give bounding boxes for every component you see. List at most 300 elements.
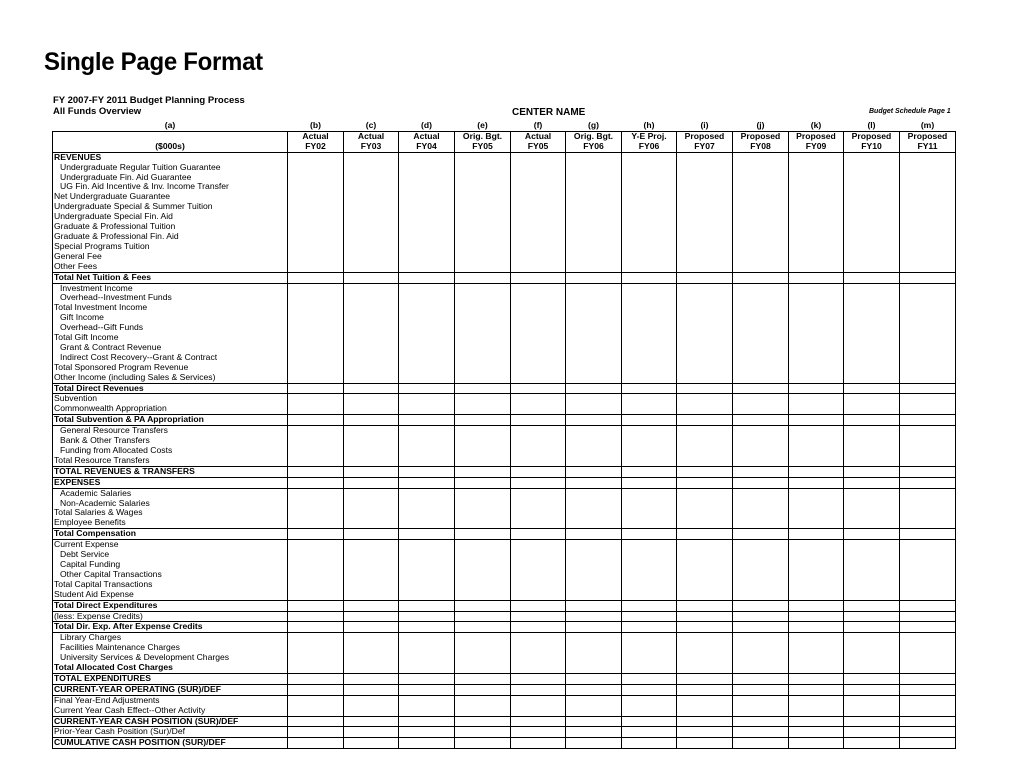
value-cell[interactable] xyxy=(733,152,789,162)
value-cell[interactable] xyxy=(455,695,511,705)
value-cell[interactable] xyxy=(733,293,789,303)
value-cell[interactable] xyxy=(677,673,733,684)
value-cell[interactable] xyxy=(789,622,844,633)
value-cell[interactable] xyxy=(677,192,733,202)
value-cell[interactable] xyxy=(455,653,511,663)
value-cell[interactable] xyxy=(399,695,455,705)
value-cell[interactable] xyxy=(566,404,622,414)
value-cell[interactable] xyxy=(733,499,789,509)
value-cell[interactable] xyxy=(622,353,677,363)
value-cell[interactable] xyxy=(622,272,677,283)
value-cell[interactable] xyxy=(844,242,900,252)
value-cell[interactable] xyxy=(455,353,511,363)
value-cell[interactable] xyxy=(399,173,455,183)
value-cell[interactable] xyxy=(789,466,844,477)
value-cell[interactable] xyxy=(399,313,455,323)
value-cell[interactable] xyxy=(511,727,566,738)
value-cell[interactable] xyxy=(344,293,399,303)
value-cell[interactable] xyxy=(677,404,733,414)
value-cell[interactable] xyxy=(844,313,900,323)
value-cell[interactable] xyxy=(677,232,733,242)
value-cell[interactable] xyxy=(677,163,733,173)
value-cell[interactable] xyxy=(622,456,677,466)
value-cell[interactable] xyxy=(900,242,956,252)
value-cell[interactable] xyxy=(566,323,622,333)
value-cell[interactable] xyxy=(566,446,622,456)
value-cell[interactable] xyxy=(344,333,399,343)
value-cell[interactable] xyxy=(677,173,733,183)
value-cell[interactable] xyxy=(677,353,733,363)
value-cell[interactable] xyxy=(844,550,900,560)
value-cell[interactable] xyxy=(344,303,399,313)
value-cell[interactable] xyxy=(344,242,399,252)
value-cell[interactable] xyxy=(399,477,455,488)
value-cell[interactable] xyxy=(566,343,622,353)
value-cell[interactable] xyxy=(844,262,900,272)
value-cell[interactable] xyxy=(622,540,677,550)
value-cell[interactable] xyxy=(399,323,455,333)
value-cell[interactable] xyxy=(455,293,511,303)
value-cell[interactable] xyxy=(789,212,844,222)
value-cell[interactable] xyxy=(844,622,900,633)
value-cell[interactable] xyxy=(733,192,789,202)
value-cell[interactable] xyxy=(677,373,733,383)
value-cell[interactable] xyxy=(622,673,677,684)
value-cell[interactable] xyxy=(733,182,789,192)
value-cell[interactable] xyxy=(844,323,900,333)
value-cell[interactable] xyxy=(622,633,677,643)
value-cell[interactable] xyxy=(789,272,844,283)
value-cell[interactable] xyxy=(566,477,622,488)
value-cell[interactable] xyxy=(677,560,733,570)
value-cell[interactable] xyxy=(900,173,956,183)
value-cell[interactable] xyxy=(789,684,844,695)
value-cell[interactable] xyxy=(399,738,455,749)
value-cell[interactable] xyxy=(455,560,511,570)
value-cell[interactable] xyxy=(844,363,900,373)
value-cell[interactable] xyxy=(399,272,455,283)
value-cell[interactable] xyxy=(677,488,733,498)
value-cell[interactable] xyxy=(511,488,566,498)
value-cell[interactable] xyxy=(900,212,956,222)
value-cell[interactable] xyxy=(677,456,733,466)
value-cell[interactable] xyxy=(511,477,566,488)
value-cell[interactable] xyxy=(399,600,455,611)
value-cell[interactable] xyxy=(344,173,399,183)
value-cell[interactable] xyxy=(455,394,511,404)
value-cell[interactable] xyxy=(566,303,622,313)
value-cell[interactable] xyxy=(900,283,956,293)
value-cell[interactable] xyxy=(288,684,344,695)
value-cell[interactable] xyxy=(844,192,900,202)
value-cell[interactable] xyxy=(622,466,677,477)
value-cell[interactable] xyxy=(622,529,677,540)
value-cell[interactable] xyxy=(344,550,399,560)
value-cell[interactable] xyxy=(677,293,733,303)
value-cell[interactable] xyxy=(511,622,566,633)
value-cell[interactable] xyxy=(511,446,566,456)
value-cell[interactable] xyxy=(511,313,566,323)
value-cell[interactable] xyxy=(844,653,900,663)
value-cell[interactable] xyxy=(677,152,733,162)
value-cell[interactable] xyxy=(900,363,956,373)
value-cell[interactable] xyxy=(733,540,789,550)
value-cell[interactable] xyxy=(511,323,566,333)
value-cell[interactable] xyxy=(566,611,622,622)
value-cell[interactable] xyxy=(733,383,789,394)
value-cell[interactable] xyxy=(622,716,677,727)
value-cell[interactable] xyxy=(455,540,511,550)
value-cell[interactable] xyxy=(844,343,900,353)
value-cell[interactable] xyxy=(399,394,455,404)
value-cell[interactable] xyxy=(511,415,566,426)
value-cell[interactable] xyxy=(900,272,956,283)
value-cell[interactable] xyxy=(622,303,677,313)
value-cell[interactable] xyxy=(566,353,622,363)
value-cell[interactable] xyxy=(288,262,344,272)
value-cell[interactable] xyxy=(455,182,511,192)
value-cell[interactable] xyxy=(455,202,511,212)
value-cell[interactable] xyxy=(455,373,511,383)
value-cell[interactable] xyxy=(511,182,566,192)
value-cell[interactable] xyxy=(844,272,900,283)
value-cell[interactable] xyxy=(622,446,677,456)
value-cell[interactable] xyxy=(455,570,511,580)
value-cell[interactable] xyxy=(789,394,844,404)
value-cell[interactable] xyxy=(789,570,844,580)
value-cell[interactable] xyxy=(622,727,677,738)
value-cell[interactable] xyxy=(566,242,622,252)
value-cell[interactable] xyxy=(566,540,622,550)
value-cell[interactable] xyxy=(733,529,789,540)
value-cell[interactable] xyxy=(344,262,399,272)
value-cell[interactable] xyxy=(677,283,733,293)
value-cell[interactable] xyxy=(789,173,844,183)
value-cell[interactable] xyxy=(900,293,956,303)
value-cell[interactable] xyxy=(900,394,956,404)
value-cell[interactable] xyxy=(622,333,677,343)
value-cell[interactable] xyxy=(344,488,399,498)
value-cell[interactable] xyxy=(399,684,455,695)
value-cell[interactable] xyxy=(399,633,455,643)
value-cell[interactable] xyxy=(399,163,455,173)
value-cell[interactable] xyxy=(622,323,677,333)
value-cell[interactable] xyxy=(511,643,566,653)
value-cell[interactable] xyxy=(622,706,677,716)
value-cell[interactable] xyxy=(733,446,789,456)
value-cell[interactable] xyxy=(344,363,399,373)
value-cell[interactable] xyxy=(733,313,789,323)
value-cell[interactable] xyxy=(733,163,789,173)
value-cell[interactable] xyxy=(566,383,622,394)
value-cell[interactable] xyxy=(455,611,511,622)
value-cell[interactable] xyxy=(344,684,399,695)
value-cell[interactable] xyxy=(288,323,344,333)
value-cell[interactable] xyxy=(733,716,789,727)
value-cell[interactable] xyxy=(789,404,844,414)
value-cell[interactable] xyxy=(677,540,733,550)
value-cell[interactable] xyxy=(344,404,399,414)
value-cell[interactable] xyxy=(844,373,900,383)
value-cell[interactable] xyxy=(622,508,677,518)
value-cell[interactable] xyxy=(511,466,566,477)
value-cell[interactable] xyxy=(677,383,733,394)
value-cell[interactable] xyxy=(789,202,844,212)
value-cell[interactable] xyxy=(566,415,622,426)
value-cell[interactable] xyxy=(789,590,844,600)
value-cell[interactable] xyxy=(677,570,733,580)
value-cell[interactable] xyxy=(677,363,733,373)
value-cell[interactable] xyxy=(455,426,511,436)
value-cell[interactable] xyxy=(789,436,844,446)
value-cell[interactable] xyxy=(344,152,399,162)
value-cell[interactable] xyxy=(344,580,399,590)
value-cell[interactable] xyxy=(399,518,455,528)
value-cell[interactable] xyxy=(622,600,677,611)
value-cell[interactable] xyxy=(789,323,844,333)
value-cell[interactable] xyxy=(844,580,900,590)
value-cell[interactable] xyxy=(455,456,511,466)
value-cell[interactable] xyxy=(511,436,566,446)
value-cell[interactable] xyxy=(399,303,455,313)
value-cell[interactable] xyxy=(399,283,455,293)
value-cell[interactable] xyxy=(344,518,399,528)
value-cell[interactable] xyxy=(844,477,900,488)
value-cell[interactable] xyxy=(789,716,844,727)
value-cell[interactable] xyxy=(844,404,900,414)
value-cell[interactable] xyxy=(511,570,566,580)
value-cell[interactable] xyxy=(900,570,956,580)
value-cell[interactable] xyxy=(844,426,900,436)
value-cell[interactable] xyxy=(789,426,844,436)
value-cell[interactable] xyxy=(511,580,566,590)
value-cell[interactable] xyxy=(566,456,622,466)
value-cell[interactable] xyxy=(344,590,399,600)
value-cell[interactable] xyxy=(733,488,789,498)
value-cell[interactable] xyxy=(399,152,455,162)
value-cell[interactable] xyxy=(622,383,677,394)
value-cell[interactable] xyxy=(566,600,622,611)
value-cell[interactable] xyxy=(900,622,956,633)
value-cell[interactable] xyxy=(844,663,900,673)
value-cell[interactable] xyxy=(399,560,455,570)
value-cell[interactable] xyxy=(288,303,344,313)
value-cell[interactable] xyxy=(844,540,900,550)
value-cell[interactable] xyxy=(733,404,789,414)
value-cell[interactable] xyxy=(733,242,789,252)
value-cell[interactable] xyxy=(900,353,956,363)
value-cell[interactable] xyxy=(344,508,399,518)
value-cell[interactable] xyxy=(900,152,956,162)
value-cell[interactable] xyxy=(733,173,789,183)
value-cell[interactable] xyxy=(288,436,344,446)
value-cell[interactable] xyxy=(622,738,677,749)
value-cell[interactable] xyxy=(288,333,344,343)
value-cell[interactable] xyxy=(677,415,733,426)
value-cell[interactable] xyxy=(399,590,455,600)
value-cell[interactable] xyxy=(622,653,677,663)
value-cell[interactable] xyxy=(789,633,844,643)
value-cell[interactable] xyxy=(288,622,344,633)
value-cell[interactable] xyxy=(844,529,900,540)
value-cell[interactable] xyxy=(566,550,622,560)
value-cell[interactable] xyxy=(566,333,622,343)
value-cell[interactable] xyxy=(733,363,789,373)
value-cell[interactable] xyxy=(622,477,677,488)
value-cell[interactable] xyxy=(399,529,455,540)
value-cell[interactable] xyxy=(344,716,399,727)
value-cell[interactable] xyxy=(344,738,399,749)
value-cell[interactable] xyxy=(566,580,622,590)
value-cell[interactable] xyxy=(566,529,622,540)
value-cell[interactable] xyxy=(733,283,789,293)
value-cell[interactable] xyxy=(844,232,900,242)
value-cell[interactable] xyxy=(455,643,511,653)
value-cell[interactable] xyxy=(344,611,399,622)
value-cell[interactable] xyxy=(900,333,956,343)
value-cell[interactable] xyxy=(511,394,566,404)
value-cell[interactable] xyxy=(789,152,844,162)
value-cell[interactable] xyxy=(900,643,956,653)
value-cell[interactable] xyxy=(399,262,455,272)
value-cell[interactable] xyxy=(566,313,622,323)
value-cell[interactable] xyxy=(288,202,344,212)
value-cell[interactable] xyxy=(733,477,789,488)
value-cell[interactable] xyxy=(844,508,900,518)
value-cell[interactable] xyxy=(789,283,844,293)
value-cell[interactable] xyxy=(344,163,399,173)
value-cell[interactable] xyxy=(789,293,844,303)
value-cell[interactable] xyxy=(789,262,844,272)
value-cell[interactable] xyxy=(399,232,455,242)
value-cell[interactable] xyxy=(566,363,622,373)
value-cell[interactable] xyxy=(622,499,677,509)
value-cell[interactable] xyxy=(455,313,511,323)
value-cell[interactable] xyxy=(733,706,789,716)
value-cell[interactable] xyxy=(399,222,455,232)
value-cell[interactable] xyxy=(288,353,344,363)
value-cell[interactable] xyxy=(677,580,733,590)
value-cell[interactable] xyxy=(344,252,399,262)
value-cell[interactable] xyxy=(344,560,399,570)
value-cell[interactable] xyxy=(288,363,344,373)
value-cell[interactable] xyxy=(288,383,344,394)
value-cell[interactable] xyxy=(844,643,900,653)
value-cell[interactable] xyxy=(900,426,956,436)
value-cell[interactable] xyxy=(566,706,622,716)
value-cell[interactable] xyxy=(900,383,956,394)
value-cell[interactable] xyxy=(455,252,511,262)
value-cell[interactable] xyxy=(566,192,622,202)
value-cell[interactable] xyxy=(566,426,622,436)
value-cell[interactable] xyxy=(288,570,344,580)
value-cell[interactable] xyxy=(844,293,900,303)
value-cell[interactable] xyxy=(566,163,622,173)
value-cell[interactable] xyxy=(844,518,900,528)
value-cell[interactable] xyxy=(733,343,789,353)
value-cell[interactable] xyxy=(455,488,511,498)
value-cell[interactable] xyxy=(622,550,677,560)
value-cell[interactable] xyxy=(733,262,789,272)
value-cell[interactable] xyxy=(789,540,844,550)
value-cell[interactable] xyxy=(900,313,956,323)
value-cell[interactable] xyxy=(844,415,900,426)
value-cell[interactable] xyxy=(455,633,511,643)
value-cell[interactable] xyxy=(344,570,399,580)
value-cell[interactable] xyxy=(566,272,622,283)
value-cell[interactable] xyxy=(344,600,399,611)
value-cell[interactable] xyxy=(566,653,622,663)
value-cell[interactable] xyxy=(677,333,733,343)
value-cell[interactable] xyxy=(511,353,566,363)
value-cell[interactable] xyxy=(566,673,622,684)
value-cell[interactable] xyxy=(288,242,344,252)
value-cell[interactable] xyxy=(511,192,566,202)
value-cell[interactable] xyxy=(677,436,733,446)
value-cell[interactable] xyxy=(455,323,511,333)
value-cell[interactable] xyxy=(511,456,566,466)
value-cell[interactable] xyxy=(677,426,733,436)
value-cell[interactable] xyxy=(844,560,900,570)
value-cell[interactable] xyxy=(789,663,844,673)
value-cell[interactable] xyxy=(733,738,789,749)
value-cell[interactable] xyxy=(622,283,677,293)
value-cell[interactable] xyxy=(789,373,844,383)
value-cell[interactable] xyxy=(288,508,344,518)
value-cell[interactable] xyxy=(288,343,344,353)
value-cell[interactable] xyxy=(622,695,677,705)
value-cell[interactable] xyxy=(733,600,789,611)
value-cell[interactable] xyxy=(399,242,455,252)
value-cell[interactable] xyxy=(622,518,677,528)
value-cell[interactable] xyxy=(455,727,511,738)
value-cell[interactable] xyxy=(733,232,789,242)
value-cell[interactable] xyxy=(455,173,511,183)
value-cell[interactable] xyxy=(566,560,622,570)
value-cell[interactable] xyxy=(511,173,566,183)
value-cell[interactable] xyxy=(566,643,622,653)
value-cell[interactable] xyxy=(288,633,344,643)
value-cell[interactable] xyxy=(900,202,956,212)
value-cell[interactable] xyxy=(344,663,399,673)
value-cell[interactable] xyxy=(399,192,455,202)
value-cell[interactable] xyxy=(399,611,455,622)
value-cell[interactable] xyxy=(900,580,956,590)
value-cell[interactable] xyxy=(789,242,844,252)
value-cell[interactable] xyxy=(288,272,344,283)
value-cell[interactable] xyxy=(733,684,789,695)
value-cell[interactable] xyxy=(288,222,344,232)
value-cell[interactable] xyxy=(844,727,900,738)
value-cell[interactable] xyxy=(511,706,566,716)
value-cell[interactable] xyxy=(622,192,677,202)
value-cell[interactable] xyxy=(288,529,344,540)
value-cell[interactable] xyxy=(622,163,677,173)
value-cell[interactable] xyxy=(288,293,344,303)
value-cell[interactable] xyxy=(566,466,622,477)
value-cell[interactable] xyxy=(455,212,511,222)
value-cell[interactable] xyxy=(789,727,844,738)
value-cell[interactable] xyxy=(844,633,900,643)
value-cell[interactable] xyxy=(844,182,900,192)
value-cell[interactable] xyxy=(455,436,511,446)
value-cell[interactable] xyxy=(288,738,344,749)
value-cell[interactable] xyxy=(455,404,511,414)
value-cell[interactable] xyxy=(399,415,455,426)
value-cell[interactable] xyxy=(900,456,956,466)
value-cell[interactable] xyxy=(677,518,733,528)
value-cell[interactable] xyxy=(900,415,956,426)
